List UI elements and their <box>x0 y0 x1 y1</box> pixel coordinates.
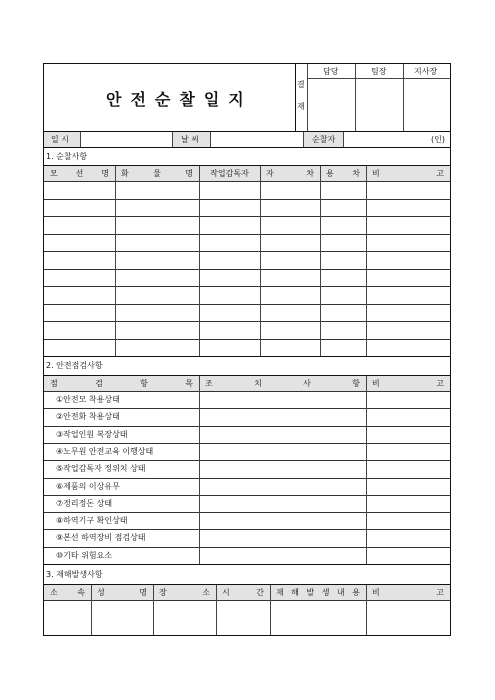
section3-header-char: 성 <box>97 588 105 597</box>
table-cell[interactable] <box>45 340 114 356</box>
table-cell[interactable] <box>200 322 259 338</box>
table-cell[interactable] <box>261 217 319 233</box>
section3-header-char: 용 <box>352 588 360 597</box>
divider <box>320 166 321 356</box>
section1-header-4 <box>326 170 360 178</box>
section2-header-0 <box>50 380 193 388</box>
section1-header-char: 물 <box>153 169 161 178</box>
approval-label-char: 결 <box>297 80 305 89</box>
safety-patrol-log-form <box>43 63 451 636</box>
divider <box>44 564 450 565</box>
action-field[interactable] <box>200 427 365 442</box>
table-cell[interactable] <box>45 322 114 338</box>
table-cell[interactable] <box>45 182 114 198</box>
section2-header-char: 항 <box>352 379 360 388</box>
table-cell[interactable] <box>200 235 259 251</box>
approval-sign-box-team-leader[interactable] <box>356 79 403 130</box>
section1-title: 1. 순찰사항 <box>46 152 88 161</box>
table-cell[interactable] <box>261 305 319 321</box>
inspection-item: ⑤작업감독자 정위치 상태 <box>56 464 146 474</box>
table-cell[interactable] <box>367 305 449 321</box>
table-cell[interactable] <box>45 287 114 303</box>
section1-header-1 <box>121 170 193 178</box>
inspection-item: ⑧하역기구 확인상태 <box>56 516 128 526</box>
table-cell[interactable] <box>261 287 319 303</box>
inspection-item: ⑥제품의 이상유무 <box>56 481 120 491</box>
section1-header-char: 자 <box>266 169 274 178</box>
section1-header-char: 고 <box>436 169 444 178</box>
inspection-item: ④노무원 안전교육 이행상태 <box>56 446 154 456</box>
section3-header-char: 시 <box>222 588 230 597</box>
remark-field[interactable] <box>367 548 450 563</box>
table-cell[interactable] <box>45 305 114 321</box>
remark-field[interactable] <box>367 409 450 424</box>
section2-header-char: 조 <box>205 379 213 388</box>
section3-header-char: 해 <box>291 588 299 597</box>
section3-header-char: 속 <box>77 588 85 597</box>
action-field[interactable] <box>200 392 365 407</box>
section1-header-3 <box>266 170 314 178</box>
section3-title: 3. 재해발생사항 <box>46 570 103 579</box>
table-cell[interactable] <box>367 322 449 338</box>
table-cell[interactable] <box>200 270 259 286</box>
table-row <box>44 216 450 234</box>
table-row <box>44 269 450 287</box>
remark-field[interactable] <box>367 461 450 476</box>
section2-header-char: 사 <box>303 379 311 388</box>
action-field[interactable] <box>200 479 365 494</box>
accident-cell[interactable] <box>154 601 215 634</box>
section3-header-3 <box>222 589 264 597</box>
section1-header-char: 명 <box>101 169 109 178</box>
section2-header-char: 점 <box>50 379 58 388</box>
seal-mark: (인) <box>431 135 445 144</box>
weather-label: 날 씨 <box>181 135 199 144</box>
section3-header-char: 발 <box>306 588 315 597</box>
table-cell[interactable] <box>116 340 198 356</box>
table-cell[interactable] <box>116 287 198 303</box>
approval-sign-box-branch-head[interactable] <box>404 79 450 130</box>
section1-header-char: 화 <box>121 169 129 178</box>
table-cell[interactable] <box>367 200 449 216</box>
table-cell[interactable] <box>321 235 365 251</box>
table-row <box>44 339 450 357</box>
section1-header-char: 모 <box>50 169 58 178</box>
table-cell[interactable] <box>116 217 198 233</box>
table-cell[interactable] <box>367 340 449 356</box>
section3-header-4 <box>276 589 360 597</box>
table-cell[interactable] <box>200 252 259 268</box>
table-row <box>44 234 450 252</box>
table-cell[interactable] <box>321 182 365 198</box>
section1-header-0 <box>50 170 109 178</box>
section2-header-char: 목 <box>185 379 193 388</box>
section3-header-5 <box>372 589 444 597</box>
section3-header-char: 재 <box>276 588 284 597</box>
table-cell[interactable] <box>116 235 198 251</box>
table-cell[interactable] <box>321 322 365 338</box>
table-cell[interactable] <box>200 340 259 356</box>
date-label: 일 시 <box>51 135 69 144</box>
action-field[interactable] <box>200 513 365 528</box>
section3-header-1 <box>97 589 147 597</box>
table-cell[interactable] <box>321 200 365 216</box>
divider <box>44 356 450 357</box>
section2-title: 2. 안전점검사항 <box>46 361 103 370</box>
approval-col-team-leader: 팀장 <box>371 67 387 76</box>
section3-header-char: 소 <box>202 588 210 597</box>
divider <box>172 132 173 147</box>
table-cell[interactable] <box>45 235 114 251</box>
section1-header-5 <box>372 170 444 178</box>
table-cell[interactable] <box>261 182 319 198</box>
section3-header-2 <box>159 589 210 597</box>
inspection-item: ⑩기타 위험요소 <box>56 550 113 560</box>
remark-field[interactable] <box>367 530 450 545</box>
section1-header-char: 차 <box>306 169 314 178</box>
approval-label-char: 재 <box>297 102 305 111</box>
divider <box>199 166 200 356</box>
table-cell[interactable] <box>116 182 198 198</box>
table-cell[interactable] <box>321 270 365 286</box>
table-cell[interactable] <box>321 217 365 233</box>
approval-col-manager: 담당 <box>323 67 339 76</box>
inspection-item: ⑦정리정돈 상태 <box>56 498 113 508</box>
remark-field[interactable] <box>367 427 450 442</box>
accident-cell[interactable] <box>45 601 90 634</box>
table-row <box>44 199 450 217</box>
table-cell[interactable] <box>45 270 114 286</box>
section2-header-char: 고 <box>436 379 444 388</box>
table-cell[interactable] <box>261 322 319 338</box>
section3-header-char: 소 <box>50 588 58 597</box>
table-cell[interactable] <box>200 287 259 303</box>
table-cell[interactable] <box>200 182 259 198</box>
weather-field[interactable] <box>211 132 302 147</box>
section2-header-char: 치 <box>254 379 262 388</box>
inspector-label: 순찰자 <box>312 135 336 144</box>
accident-cell[interactable] <box>271 601 365 634</box>
table-row <box>44 304 450 322</box>
table-cell[interactable] <box>116 322 198 338</box>
section2-header-char: 비 <box>372 379 380 388</box>
table-row <box>44 251 450 269</box>
section1-header-char: 비 <box>372 169 380 178</box>
accident-cell[interactable] <box>367 601 449 634</box>
table-cell[interactable] <box>261 235 319 251</box>
table-cell[interactable] <box>261 200 319 216</box>
section3-header-0 <box>50 589 85 597</box>
table-cell[interactable] <box>45 252 114 268</box>
inspector-field[interactable] <box>344 132 424 147</box>
remark-field[interactable] <box>367 479 450 494</box>
section2-header-2 <box>372 380 444 388</box>
accident-cell[interactable] <box>92 601 152 634</box>
action-field[interactable] <box>200 496 365 511</box>
section3-header-char: 비 <box>372 588 380 597</box>
action-field[interactable] <box>200 444 365 459</box>
approval-col-branch-head: 지사장 <box>414 67 438 76</box>
section3-header-char: 장 <box>159 588 167 597</box>
action-field[interactable] <box>200 530 365 545</box>
table-cell[interactable] <box>116 200 198 216</box>
table-cell[interactable] <box>321 305 365 321</box>
table-cell[interactable] <box>367 252 449 268</box>
section2-header-char: 검 <box>95 379 103 388</box>
divider <box>303 132 304 147</box>
action-field[interactable] <box>200 548 365 563</box>
inspection-item: ①안전모 착용상태 <box>56 395 120 404</box>
table-cell[interactable] <box>116 252 198 268</box>
table-cell[interactable] <box>367 235 449 251</box>
divider <box>366 166 367 356</box>
table-cell[interactable] <box>367 217 449 233</box>
table-cell[interactable] <box>321 340 365 356</box>
section1-header-char: 차 <box>352 169 360 178</box>
action-field[interactable] <box>200 409 365 424</box>
remark-field[interactable] <box>367 513 450 528</box>
form-title: 안전순찰일지 <box>106 90 253 109</box>
accident-cell[interactable] <box>217 601 269 634</box>
divider <box>44 147 450 148</box>
table-row <box>44 321 450 339</box>
section3-header-char: 고 <box>436 588 444 597</box>
table-cell[interactable] <box>261 252 319 268</box>
section2-header-1 <box>205 380 360 388</box>
section1-header-char: 명 <box>185 169 193 178</box>
section3-header-char: 간 <box>256 588 264 597</box>
table-cell[interactable] <box>261 270 319 286</box>
section3-header-char: 생 <box>321 588 330 597</box>
table-cell[interactable] <box>321 287 365 303</box>
table-cell[interactable] <box>321 252 365 268</box>
section3-header-char: 명 <box>139 588 147 597</box>
inspection-item: ②안전화 착용상태 <box>56 412 120 422</box>
action-field[interactable] <box>200 461 365 476</box>
table-cell[interactable] <box>200 217 259 233</box>
table-cell[interactable] <box>200 200 259 216</box>
date-field[interactable] <box>81 132 171 147</box>
section3-header-char: 내 <box>337 588 345 597</box>
approval-sign-box-manager[interactable] <box>308 79 355 130</box>
remark-field[interactable] <box>367 496 450 511</box>
divider <box>260 166 261 356</box>
inspection-item: ⑨본선 하역장비 점검상태 <box>56 533 146 543</box>
divider <box>115 166 116 356</box>
divider <box>295 64 296 131</box>
table-cell[interactable] <box>45 200 114 216</box>
table-row <box>44 181 450 199</box>
section1-header-char: 작업감독자 <box>210 169 249 178</box>
table-row <box>44 286 450 304</box>
table-cell[interactable] <box>200 305 259 321</box>
remark-field[interactable] <box>367 444 450 459</box>
section1-header-char: 선 <box>75 169 84 178</box>
remark-field[interactable] <box>367 392 450 407</box>
inspection-item: ③작업인원 복장상태 <box>56 429 128 439</box>
table-cell[interactable] <box>367 182 449 198</box>
table-cell[interactable] <box>45 217 114 233</box>
section2-header-char: 항 <box>140 379 148 388</box>
table-cell[interactable] <box>367 287 449 303</box>
table-cell[interactable] <box>261 340 319 356</box>
table-cell[interactable] <box>116 270 198 286</box>
table-cell[interactable] <box>116 305 198 321</box>
section1-header-char: 용 <box>326 169 334 178</box>
table-cell[interactable] <box>367 270 449 286</box>
section1-header-2 <box>205 170 254 178</box>
